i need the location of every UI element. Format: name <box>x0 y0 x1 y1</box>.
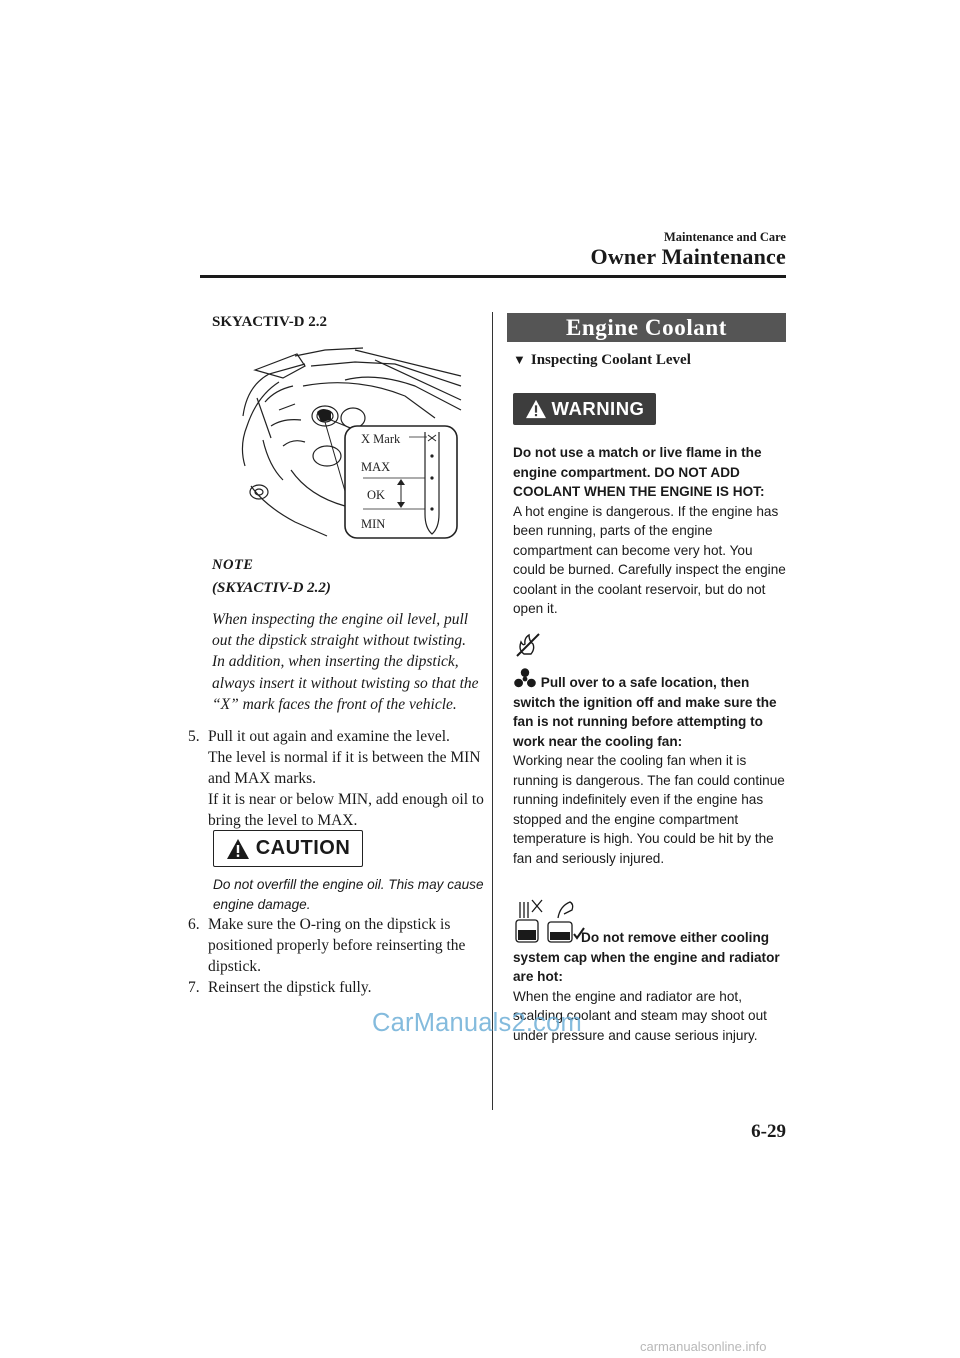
label-ok: OK <box>367 488 386 502</box>
page-number: 6-29 <box>751 1121 786 1142</box>
step-line: Pull it out again and examine the level. <box>208 728 450 745</box>
warning-icon <box>525 399 547 419</box>
warning-item <box>513 668 788 868</box>
footer-site-link[interactable]: carmanualsonline.info <box>640 1339 767 1354</box>
cooling-fan-icon <box>513 668 537 690</box>
warning-bold: Do not use a match or live flame in the engine compartment. DO NOT ADD COOLANT WHEN THE ENGINE IS HOT: <box>513 445 765 499</box>
list-item <box>188 726 488 831</box>
step-number: 7. <box>188 979 200 996</box>
warning-text: A hot engine is dangerous. If the engine has been running, parts of the engine compartment can become very hot. You could be burned. Carefully inspect the engine coolant in the coolant reservoir, but do not open it. <box>513 503 786 616</box>
step-line: The level is normal if it is between the MIN and MAX marks. <box>208 749 481 787</box>
warning-item <box>513 443 788 619</box>
dipstick-figure <box>235 346 463 546</box>
no-flame-icon <box>514 632 542 658</box>
step-line: Make sure the O-ring on the dipstick is positioned properly before reinserting the dipstick. <box>208 916 466 975</box>
caution-text: Do not overfill the engine oil. This may cause engine damage. <box>213 877 484 912</box>
step-line: Reinsert the dipstick fully. <box>208 979 372 996</box>
warning-label: WARNING <box>551 398 645 419</box>
warning-badge <box>513 393 656 425</box>
step-number: 5. <box>188 728 200 745</box>
header-chapter-title: Owner Maintenance <box>590 244 786 269</box>
list-item <box>188 914 488 977</box>
label-min: MIN <box>361 517 386 531</box>
list-item <box>188 977 488 998</box>
note-text: When inspecting the engine oil level, pull out the dipstick straight without twisting. In addition, when inserting the dipstick, always insert it without twisting so that the “X” mark faces the front of the vehicle. <box>212 611 479 713</box>
warning-text: When the engine and radiator are hot, scalding coolant and steam may shoot out under pressure and cause serious injury. <box>513 988 767 1043</box>
coolant-subheading: ▼ Inspecting Coolant Level <box>513 352 691 368</box>
warning-bold: Do not remove either cooling system cap when the engine and radiator are hot: <box>513 930 780 984</box>
step-number: 6. <box>188 916 200 933</box>
section-title-bar: Engine Coolant <box>507 313 786 342</box>
engine-subheading: SKYACTIV-D 2.2 <box>212 314 328 330</box>
header-section: Maintenance and Care <box>664 230 786 244</box>
caution-label: CAUTION <box>255 837 351 859</box>
label-x-mark: X Mark <box>361 432 401 446</box>
triangle-down-icon: ▼ <box>513 352 526 367</box>
note-label: NOTE <box>212 557 254 573</box>
warning-text: Working near the cooling fan when it is running is dangerous. The fan could continue running indefinitely even if the engine has stopped and the engine compartment temperature is high. You could be hit by the fan and seriously injured. <box>513 753 785 866</box>
caution-icon <box>226 838 250 860</box>
warning-bold: Pull over to a safe location, then switch the ignition off and make sure the fan is not running before attempting to work near the cooling fan: <box>513 675 777 749</box>
label-max: MAX <box>361 460 391 474</box>
column-divider <box>492 312 493 1110</box>
header-rule <box>200 275 786 278</box>
watermark-link[interactable]: CarManuals2.com <box>372 1009 582 1037</box>
step-line: If it is near or below MIN, add enough oil to bring the level to MAX. <box>208 791 484 829</box>
caution-badge <box>213 830 363 867</box>
note-subtitle: (SKYACTIV-D 2.2) <box>212 580 331 596</box>
